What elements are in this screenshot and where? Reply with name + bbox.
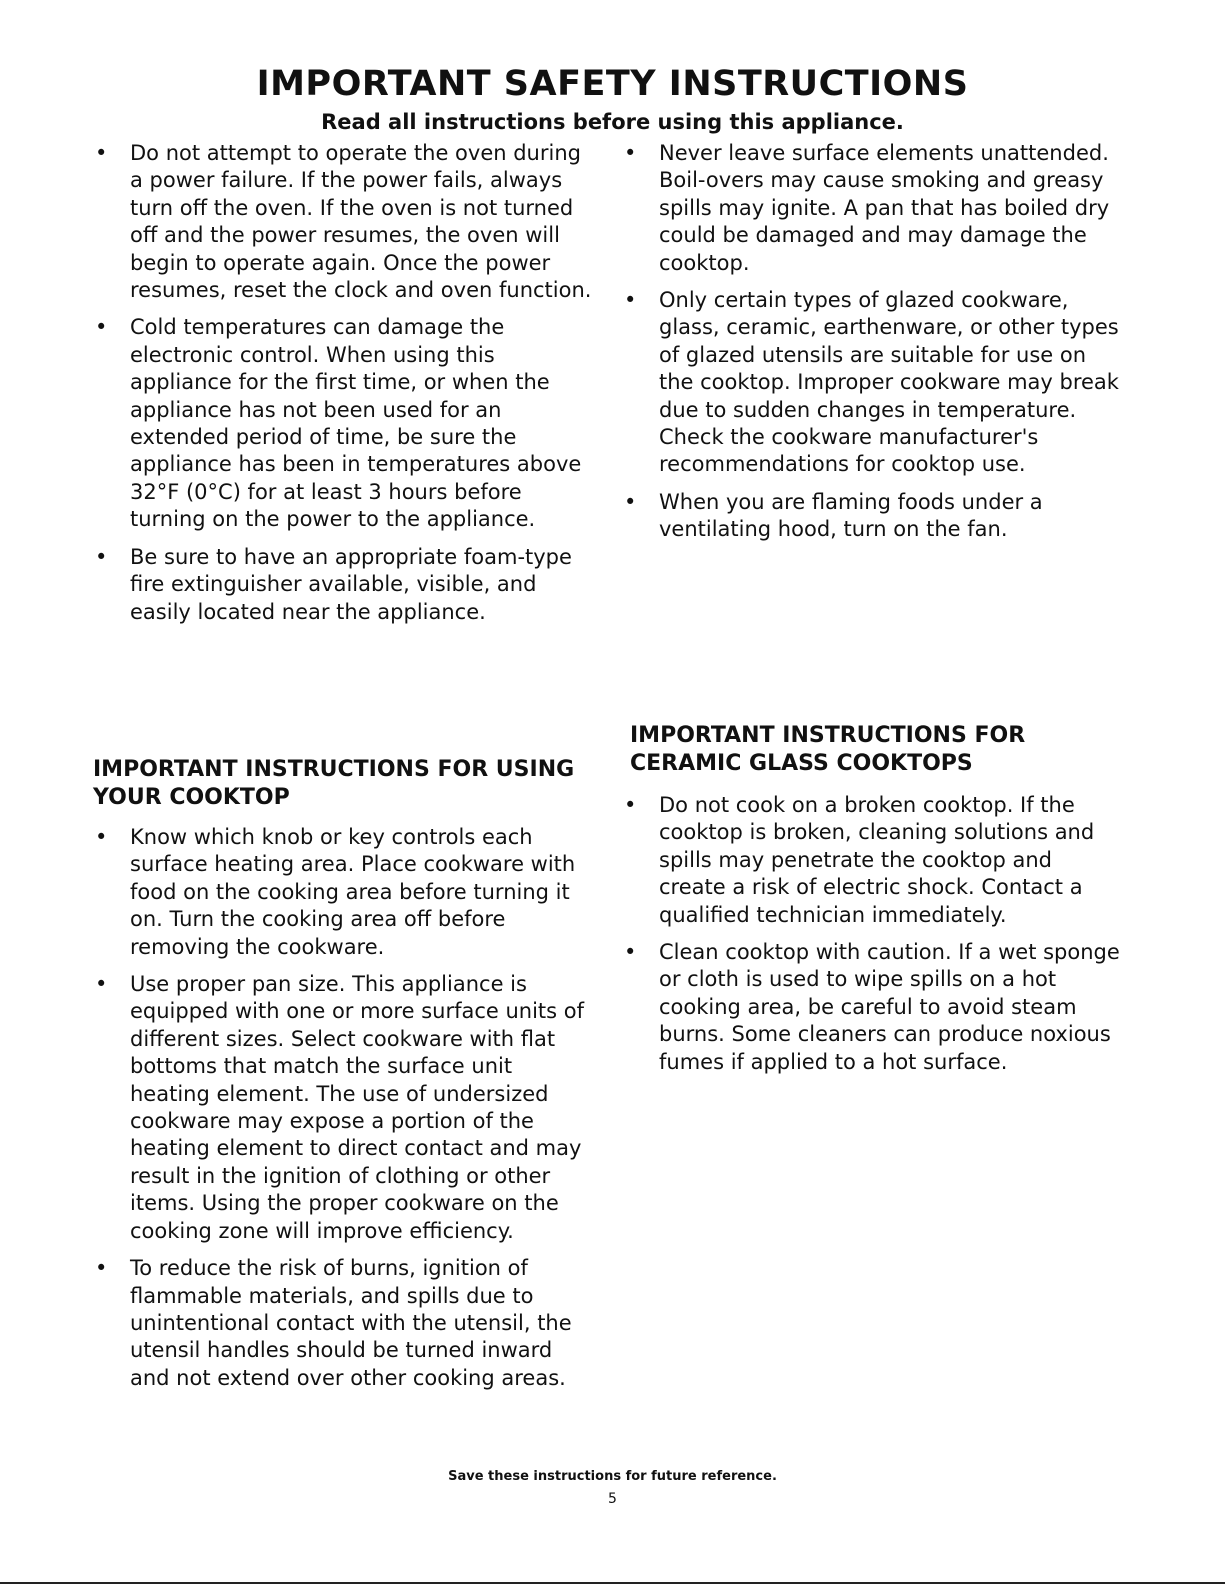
general-safety-list-right	[622, 140, 1122, 554]
page-number: 5	[608, 1491, 617, 1507]
page-title: IMPORTANT SAFETY INSTRUCTIONS	[256, 64, 969, 104]
list-item: • Do not cook on a broken cooktop. If the cooktop is broken, cleaning solutions and spills may penetrate the cooktop and create a risk of electric shock. Contact a qualified technician immediately.	[624, 793, 1095, 927]
bullet-icon: •	[95, 1256, 108, 1281]
footer-note: Save these instructions for future reference.	[448, 1469, 777, 1484]
section-heading-using-cooktop: IMPORTANT INSTRUCTIONS FOR USING YOUR COOKTOP	[93, 757, 575, 810]
bullet-icon: •	[95, 825, 108, 849]
list-item: • Cold temperatures can damage the electronic control. When using this appliance for the first time, or when the appliance has not been used for an extended period of time, be sure the appliance has been in temperatures above 32°F (0°C) for at least 3 hours before turning on the power to the appliance.	[95, 315, 582, 532]
bullet-icon: •	[95, 315, 108, 340]
list-item: • Know which knob or key controls each surface heating area. Place cookware with food on the cooking area before turning it on. Turn the cooking area off before removing the cookware.	[95, 825, 576, 959]
bullet-icon: •	[95, 141, 108, 165]
list-item: • Do not attempt to operate the oven during a power failure. If the power fails, always turn off the oven. If the oven is not turned off and the power resumes, the oven will begin to operate again. Once the power resumes, reset the clock and oven function.	[95, 141, 592, 303]
page-subtitle: Read all instructions before using this appliance.	[321, 110, 904, 134]
bullet-icon: •	[95, 544, 108, 569]
bottom-divider	[0, 1582, 1225, 1584]
list-item: • Use proper pan size. This appliance is equipped with one or more surface units of different sizes. Select cookware with flat bottoms that match the surface unit heating element. The use of undersized cookware may expose a portion of the heating element to direct contact and may result in the ignition of clothing or other items. Using the proper cookware on the cooking zone will improve efficiency.	[95, 972, 585, 1243]
list-item: • Be sure to have an appropriate foam-type fire extinguisher available, visible, and easily located near the appliance.	[95, 544, 572, 624]
bullet-icon: •	[624, 288, 637, 313]
bullet-icon: •	[95, 972, 108, 997]
list-item: • To reduce the risk of burns, ignition of flammable materials, and spills due to unintentional contact with the utensil, the utensil handles should be turned inward and not extend over other cooking areas.	[95, 1256, 572, 1390]
bullet-icon: •	[624, 940, 637, 965]
list-item: • Clean cooktop with caution. If a wet sponge or cloth is used to wipe spills on a hot cooking area, be careful to avoid steam burns. Some cleaners can produce noxious fumes if applied to a hot surface.	[624, 940, 1120, 1074]
bullet-icon: •	[624, 141, 637, 165]
bullet-icon: •	[624, 793, 637, 817]
general-safety-list-left	[93, 140, 598, 636]
bullet-icon: •	[624, 489, 637, 514]
section-heading-ceramic-glass: IMPORTANT INSTRUCTIONS FOR CERAMIC GLASS COOKTOPS	[630, 723, 1026, 776]
list-item: • When you are flaming foods under a ventilating hood, turn on the fan.	[624, 489, 1043, 542]
list-item: • Only certain types of glazed cookware, glass, ceramic, earthenware, or other types of glazed utensils are suitable for use on the cooktop. Improper cookware may break due to sudden changes in temperature. Check the cookware manufacturer's recommendations for cooktop use.	[624, 288, 1119, 477]
using-cooktop-list	[93, 824, 598, 1402]
ceramic-glass-list	[622, 792, 1122, 1086]
list-item: • Never leave surface elements unattended. Boil-overs may cause smoking and greasy spills may ignite. A pan that has boiled dry could be damaged and may damage the cooktop.	[624, 141, 1110, 275]
